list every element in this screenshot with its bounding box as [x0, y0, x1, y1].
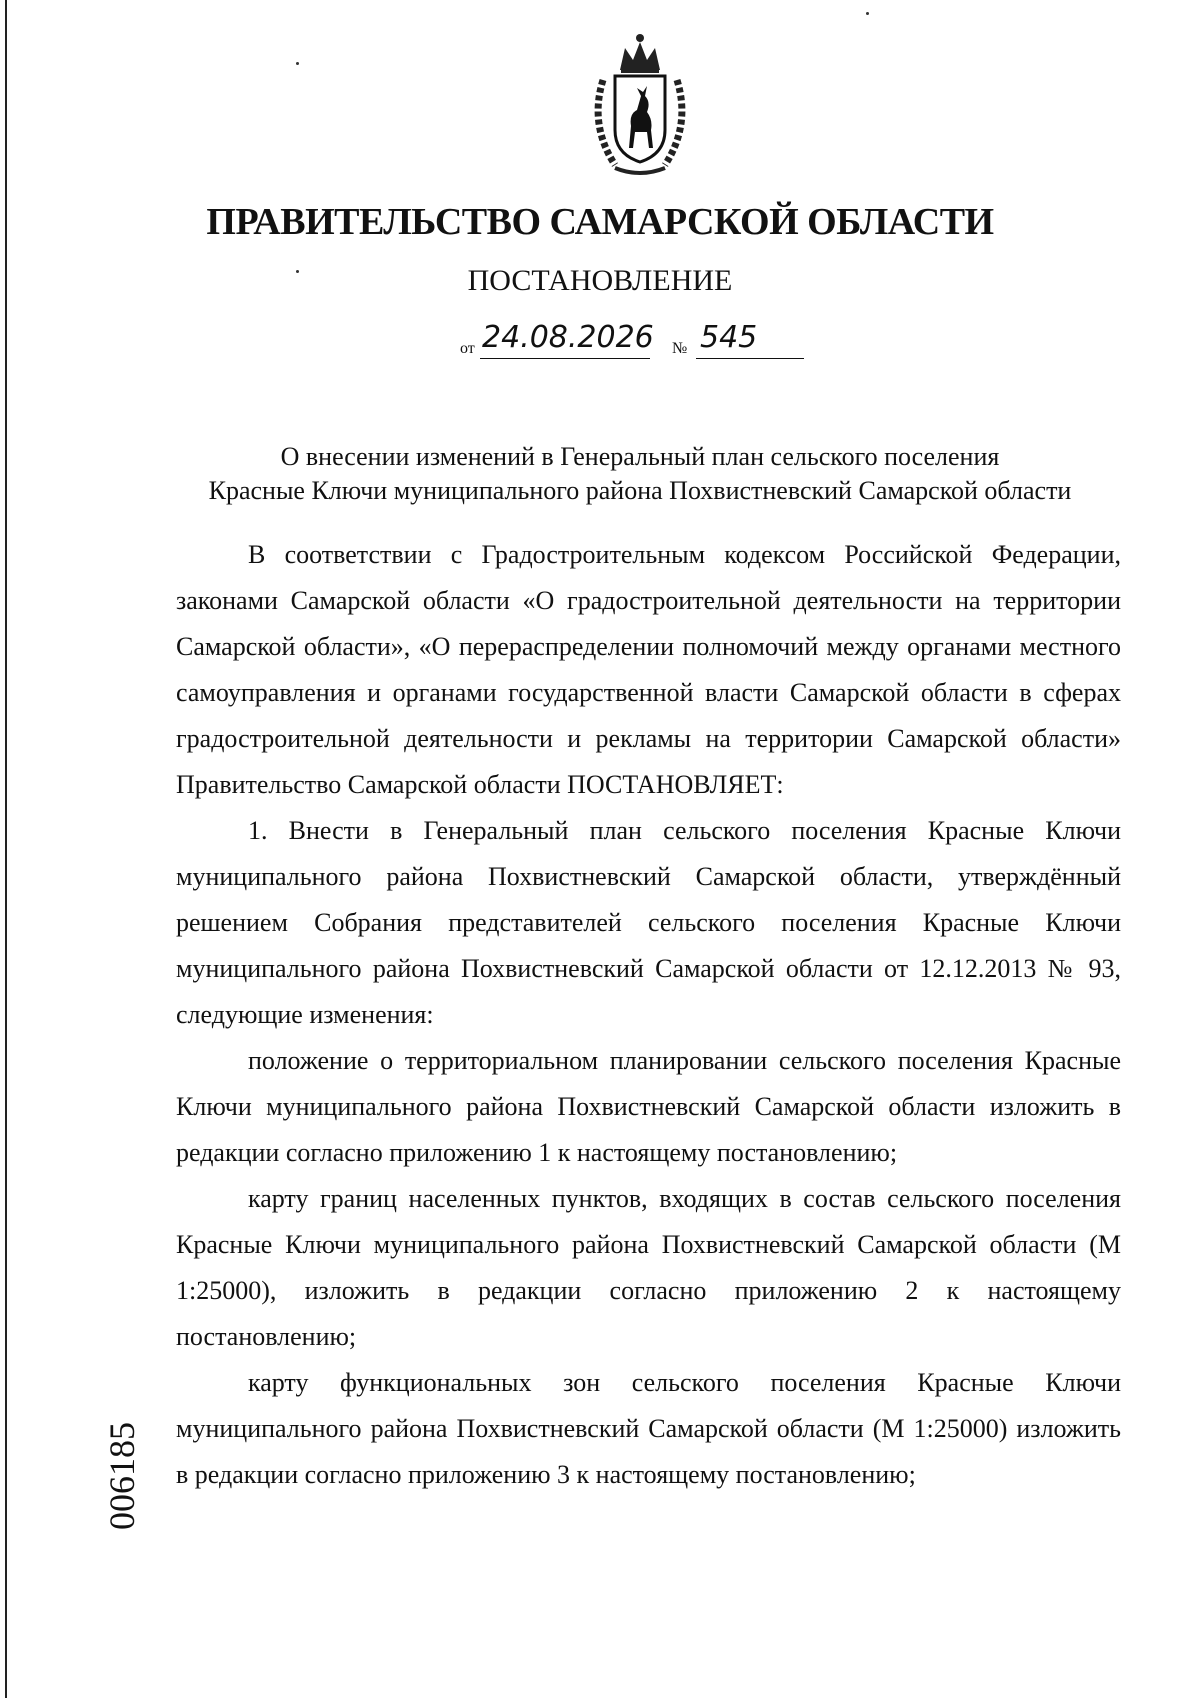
document-type: ПОСТАНОВЛЕНИЕ — [467, 264, 733, 297]
item-paragraph: 1. Внести в Генеральный план сельского поселения Красные Ключи муниципального района Похвистневский Самарской области, утверждённый решением Собрания представителей сельского поселения Красные Ключи муниципального района Похвистневский Самарской области от 12.12.2013 № 93, следующие изменения: — [176, 816, 1121, 1029]
document-subject — [160, 440, 1120, 508]
sub-item-paragraph: положение о территориальном планировании сельского поселения Красные Ключи муниципального района Похвистневский Самарской области изложить в редакции согласно приложению 1 к настоящему постановлению; — [176, 1046, 1121, 1167]
document-body — [176, 532, 1121, 1498]
date-underline — [480, 358, 650, 359]
sub-item-paragraph: карту функциональных зон сельского поселения Красные Ключи муниципального района Похвистневский Самарской области (М 1:25000) изложить в редакции согласно приложению 3 к настоящему постановлению; — [176, 1368, 1121, 1489]
scan-speck — [866, 12, 869, 15]
subject-line: Красные Ключи муниципального района Похвистневский Самарской области — [208, 476, 1072, 505]
number-label: № — [672, 340, 688, 357]
date-number-line — [460, 320, 860, 364]
subject-line: О внесении изменений в Генеральный план сельского поселения — [280, 442, 1000, 471]
scan-speck — [296, 62, 299, 65]
serial-number-text: 006185 — [102, 1422, 142, 1530]
organization-title: ПРАВИТЕЛЬСТВО САМАРСКОЙ ОБЛАСТИ — [206, 201, 994, 243]
sub-item-paragraph: карту границ населенных пунктов, входящих в состав сельского поселения Красные Ключи муниципального района Похвистневский Самарской области (М 1:25000), изложить в редакции согласно приложению 2 к настоящему постановлению; — [176, 1184, 1121, 1351]
document-number: 545 — [700, 320, 758, 355]
scan-speck — [296, 270, 299, 273]
number-underline — [696, 358, 804, 359]
samara-coat-of-arms-icon — [585, 30, 695, 180]
serial-number — [102, 1410, 142, 1540]
document-date: 24.08.2026 — [482, 320, 654, 355]
page-edge-line — [5, 0, 7, 1698]
preamble-paragraph: В соответствии с Градостроительным кодексом Российской Федерации, законами Самарской области «О градостроительной деятельности на территории Самарской области», «О перераспределении полномочий между органами местного самоуправления и органами государственной власти Самарской области в сферах градостроительной деятельности и рекламы на территории Самарской области» Правительство Самарской области ПОСТАНОВЛЯЕТ: — [176, 540, 1121, 799]
date-label: от — [460, 340, 475, 357]
